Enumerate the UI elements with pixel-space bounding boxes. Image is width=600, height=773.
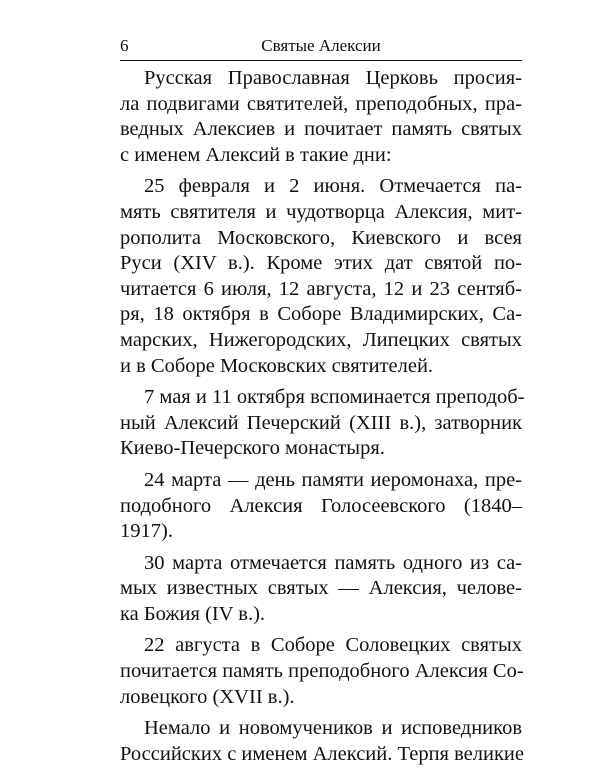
text-line: Российских с именем Алексий. Терпя великие [120,742,525,765]
text-line: Руси (XIV в.). Кроме этих дат святой по- [120,252,522,275]
text-line: читается 6 июля, 12 августа, 12 и 23 сентяб- [120,277,522,300]
text-line: Киево-Печерского монастыря. [120,437,385,460]
text-line: мять святителя и чудотворца Алексия, мит- [120,200,522,223]
paragraph-alexius-metropolitan [120,174,522,379]
paragraph-alexius-pechersky [120,385,525,462]
paragraph-alexius-solovetsky [120,633,522,710]
text-line: 7 мая и 11 октября вспоминается преподоб- [144,386,525,409]
text-line: с именем Алексий в такие дни: [120,143,392,166]
page-number: 6 [120,36,129,55]
paragraph-alexius-goloseevsky [120,468,522,545]
text-line: ла подвигами святителей, преподобных, пра- [120,92,522,115]
text-line: марских, Нижегородских, Липецких святых [120,328,522,351]
text-line: Немало и новомучеников и исповедников [144,717,522,740]
paragraph-new-martyrs [120,716,525,767]
text-line: 22 августа в Соборе Соловецких святых [144,634,522,657]
running-title: Святые Алексии [261,36,381,55]
text-line: ловецкого (XVII в.). [120,685,295,708]
text-line: подобного Алексия Голосеевского (1840– [120,494,522,517]
text-line: рополита Московского, Киевского и всея [120,226,522,249]
text-line: почитается память преподобного Алексия Со- [120,660,524,683]
text-line: 24 марта — день памяти иеромонаха, пре- [144,468,522,491]
text-line: мых известных святых — Алексия, челове- [120,577,522,600]
text-line: 1917). [120,520,173,543]
text-line: ный Алексий Печерский (XIII в.), затворник [120,411,522,434]
body-text [120,66,525,773]
text-line: Русская Православная Церковь просия- [144,67,522,89]
running-head [120,36,522,61]
text-line: ка Божия (IV в.). [120,602,266,625]
paragraph-intro [120,66,522,168]
text-line: 25 февраля и 2 июня. Отмечается па- [144,175,522,198]
text-line: ря, 18 октября в Соборе Владимирских, Са- [120,303,522,326]
text-line: 30 марта отмечается память одного из са- [144,551,522,574]
text-line: ведных Алексиев и почитает память святых [120,118,522,141]
paragraph-alexius-man-of-god [120,551,522,628]
text-line: и в Соборе Московских святителей. [120,354,434,377]
